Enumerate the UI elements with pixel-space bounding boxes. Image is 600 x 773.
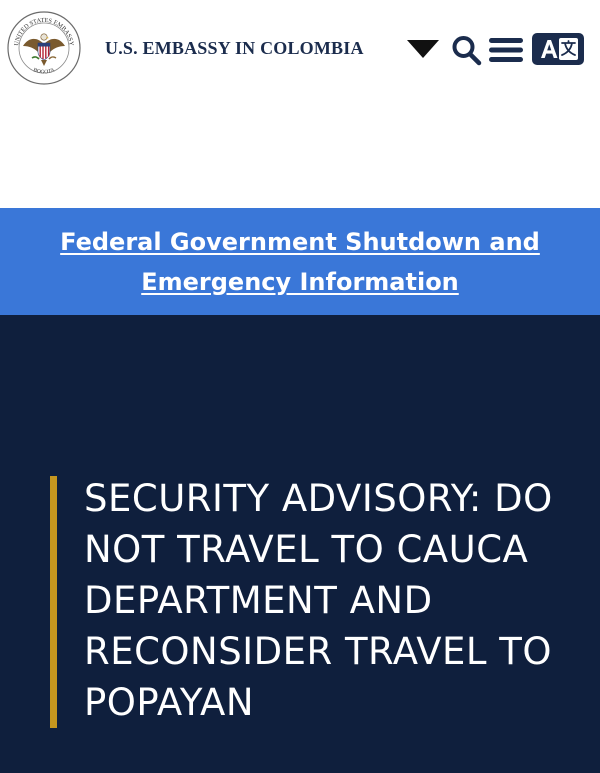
hamburger-menu-icon[interactable] — [488, 34, 524, 66]
seal-bottom-text: BOGOTA — [32, 67, 56, 76]
search-icon[interactable] — [451, 34, 483, 66]
shutdown-info-link[interactable]: Federal Government Shutdown and Emergency Information — [60, 228, 540, 296]
seal-top-text: UNITED STATES EMBASSY — [13, 16, 75, 47]
site-header — [0, 0, 600, 208]
site-title[interactable]: U.S. EMBASSY IN COLOMBIA — [105, 38, 364, 58]
triangle-down-icon[interactable] — [406, 38, 440, 60]
language-toggle-button[interactable] — [532, 33, 584, 65]
accent-bar — [50, 476, 57, 728]
alert-banner — [0, 208, 600, 315]
hero-section — [0, 315, 600, 773]
page-title: SECURITY ADVISORY: DO NOT TRAVEL TO CAUCA DEPARTMENT AND RECONSIDER TRAVEL TO POPAYAN — [84, 477, 553, 724]
header-tools — [0, 30, 600, 70]
translate-icon — [532, 33, 584, 65]
